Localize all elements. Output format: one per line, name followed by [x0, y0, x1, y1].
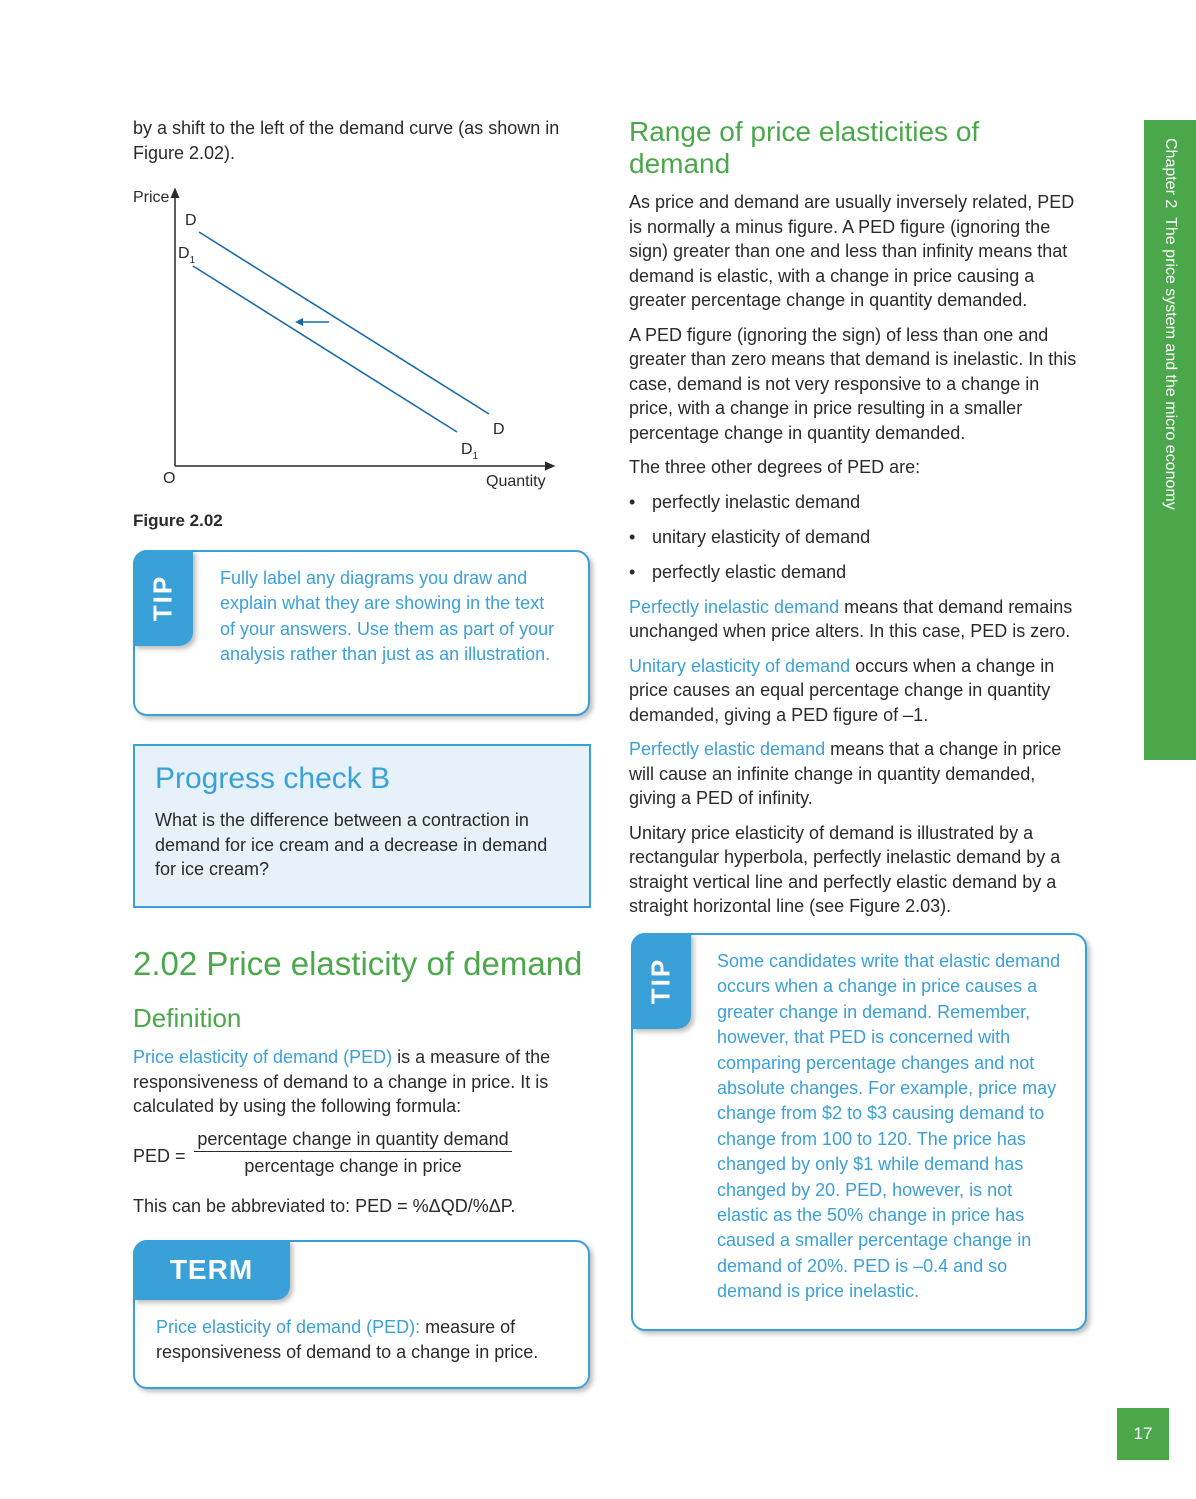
demand-curve-d1 [193, 266, 457, 432]
tip-tab-label: TIP [147, 574, 178, 622]
degrees-list [629, 490, 1085, 585]
demand-shift-diagram [133, 178, 589, 498]
tip-tab-label: TIP [645, 957, 676, 1005]
tip-box-percentages [631, 933, 1087, 1331]
tip-tab [133, 550, 193, 646]
tip-box-diagrams [133, 550, 590, 716]
definition-paragraph [133, 1045, 589, 1119]
term-tab: TERM [133, 1240, 290, 1300]
curve-d1-label-top: $D_1$ [178, 245, 196, 266]
definition-rest: is a measure of the responsiveness of demand to a change in price. It is calculated by using the following formula: [133, 1047, 551, 1116]
demand-curve-d [199, 232, 489, 414]
term-definition [156, 1315, 566, 1365]
chapter-title: The price system and the micro economy [1162, 217, 1179, 510]
progress-check-box [133, 744, 591, 908]
keyword-definition: means that demand remains unchanged when price alters. In this case, PED is zero. [629, 596, 1073, 641]
progress-check-title: Progress check B [155, 762, 391, 795]
formula-abbreviation: This can be abbreviated to: PED = %ΔQD/%ΔP. [133, 1196, 516, 1216]
section-title: 2.02 Price elasticity of demand [133, 945, 583, 982]
curve-d-label-top: D [185, 212, 197, 229]
tip-tab [631, 933, 691, 1029]
formula-denominator: percentage change in price [244, 1156, 462, 1176]
term-keyword: Price elasticity of demand (PED): [156, 1317, 421, 1337]
paragraph-inelastic: A PED figure (ignoring the sign) of less than one and greater than zero means that demand is inelastic. In this case, demand is not very responsive to a change in price, with a change in price resulting in a smaller percentage change in quantity demanded. [629, 324, 1077, 443]
formula-lhs: PED = [133, 1146, 186, 1166]
paragraph-illustrations: Unitary price elasticity of demand is illustrated by a rectangular hyperbola, perfectly inelastic demand by a straight vertical line and perfectly elastic demand by a straight horizontal line (see Figure 2.03). [629, 822, 1061, 916]
page-number: 17 [1117, 1408, 1169, 1460]
term-box [133, 1240, 590, 1389]
chapter-number: Chapter 2 [1162, 138, 1179, 209]
def-unitary [629, 654, 1085, 728]
list-item: • perfectly inelastic demand [629, 490, 1085, 515]
definition-term: Price elasticity of demand (PED) [133, 1047, 393, 1067]
chapter-sidebar [1144, 120, 1196, 760]
def-perfectly-elastic [629, 737, 1085, 811]
origin-label: O [163, 470, 176, 487]
keyword-definition: occurs when a change in price causes an equal percentage change in quantity demanded, giving a PED figure of –1. [629, 655, 1055, 725]
progress-check-question: What is the difference between a contraction in demand for ice cream and a decrease in demand for ice cream? [155, 810, 548, 879]
definition-heading: Definition [133, 1003, 242, 1033]
def-perfectly-inelastic [629, 595, 1085, 644]
range-heading: Range of price elasticities of demand [629, 116, 980, 179]
formula-numerator: percentage change in quantity demand [194, 1129, 512, 1152]
keyword: Unitary elasticity of demand [629, 655, 851, 676]
term-meaning: measure of responsiveness of demand to a change in price. [156, 1317, 539, 1362]
intro-paragraph: by a shift to the left of the demand curve (as shown in Figure 2.02). [133, 118, 560, 163]
right-column [629, 116, 1085, 919]
x-axis-label: Quantity [486, 473, 546, 490]
curve-d1-label-bottom: $D_1$ [461, 441, 479, 462]
list-item: • unitary elasticity of demand [629, 525, 1085, 550]
paragraph-degrees: The three other degrees of PED are: [629, 457, 921, 477]
curve-d-label-bottom: D [493, 421, 505, 438]
keyword: Perfectly inelastic demand [629, 596, 840, 617]
paragraph-elastic: As price and demand are usually inversely related, PED is normally a minus figure. A PED figure (ignoring the sign) greater than one and less than infinity means that demand is elastic, with a change in price causing a greater percentage change in quantity demanded. [629, 192, 1075, 310]
ped-formula [133, 1129, 589, 1183]
shift-arrow-head [295, 318, 303, 326]
tip-text: Fully label any diagrams you draw and explain what they are showing in the text of your answers. Use them as part of your analysis rather than just as an illustration. [220, 568, 555, 665]
y-axis-label: Price [133, 189, 170, 206]
left-column [133, 116, 589, 1362]
tip-text: Some candidates write that elastic demand occurs when a change in price causes a greater change in demand. Remember, however, that PED is concerned with comparing percentage changes and not absolute changes. For example, price may change from $2 to $3 causing demand to change from 100 to 120. The price has changed by only $1 while demand has changed by 20. PED, however, is not elastic as the 50% change in price has caused a smaller percentage change in demand of 20%. PED is –0.4 and so demand is price inelastic. [717, 951, 1061, 1302]
keyword: Perfectly elastic demand [629, 739, 826, 759]
chapter-sidebar-text [1161, 138, 1179, 510]
keyword-definition: means that a change in price will cause an infinite change in quantity demanded, giving a PED of infinity. [629, 739, 1062, 808]
list-item: • perfectly elastic demand [629, 560, 1085, 585]
figure-caption: Figure 2.02 [133, 511, 223, 530]
